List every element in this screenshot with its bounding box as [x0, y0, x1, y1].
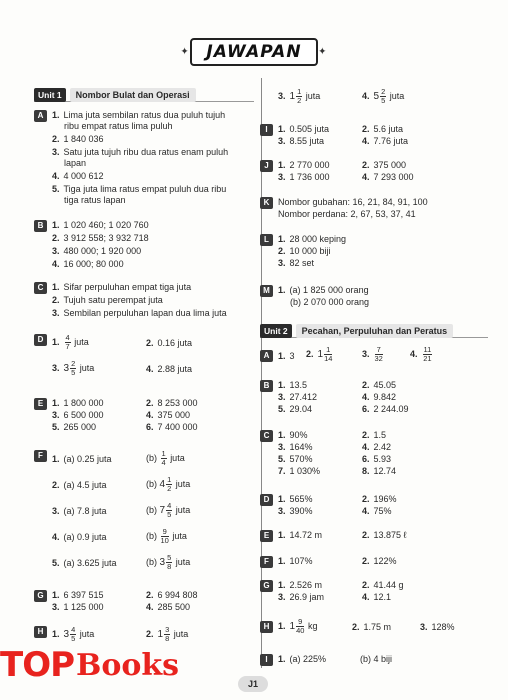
e-q6-text: 7 400 000 — [157, 422, 198, 432]
g-q3-text: 1 125 000 — [63, 602, 104, 612]
e-q1: 1. 1 800 000 — [52, 398, 104, 408]
b-q2-text: 3 912 558; 3 932 718 — [63, 233, 149, 243]
d-q3-den: 5 — [71, 368, 76, 377]
u2a-q4-den: 21 — [423, 354, 432, 363]
m-qa-text: 1 825 000 orang — [303, 285, 369, 295]
h-q4: 4. 5 $\frac{2}{5}$ juta — [362, 87, 405, 105]
m-qa: 1. (a) 1 825 000 orang — [278, 285, 369, 295]
u2c-q7: 7. 1 030% — [278, 466, 321, 476]
f-r1b-frac — [161, 450, 167, 467]
u2c-q7-text: 1 030% — [289, 466, 321, 476]
h-q2-den: 8 — [165, 634, 170, 643]
a-q1-text: Lima juta sembilan ratus dua puluh tujuh — [63, 110, 226, 120]
a-q2-text: 1 840 036 — [63, 134, 104, 144]
u2-section-h-badge: H — [260, 621, 273, 633]
u2-section-e — [260, 530, 490, 544]
unit1-tag: Unit 1 — [34, 88, 66, 102]
d-q4-text: 2.88 juta — [157, 364, 193, 374]
b-q3: 3. 480 000; 1 920 000 — [52, 246, 142, 256]
u2h-q1-unit: kg — [307, 620, 318, 631]
a-q3-text: Satu juta tujuh ribu dua ratus enam puluh — [63, 147, 229, 157]
f-r5b-num: 5 — [167, 553, 172, 562]
section-k-badge: K — [260, 197, 273, 209]
u2c-q4-text: 2.42 — [373, 442, 392, 452]
e-q4: 4. 375 000 — [146, 410, 191, 420]
section-d-badge: D — [34, 334, 47, 346]
u2c-q8-text: 12.74 — [373, 466, 397, 476]
h-q3-frac — [296, 88, 302, 105]
section-d — [34, 334, 256, 384]
section-g-badge: G — [34, 590, 47, 602]
b-q1-text: 1 020 460; 1 020 760 — [63, 220, 149, 230]
f-r1b: (b) $\frac{1}{4}$ juta — [146, 449, 185, 467]
u2-section-a — [260, 346, 490, 370]
h-q2-num: 3 — [165, 625, 170, 634]
e-q2-text: 8 253 000 — [157, 398, 198, 408]
k-line2: Nombor perdana: 2, 67, 53, 37, 41 — [278, 209, 416, 219]
f-r4b-num: 9 — [161, 528, 169, 537]
c-q1-text: Sifar perpuluhan empat tiga juta — [63, 282, 192, 292]
a-q1b — [64, 121, 173, 132]
u2c-q5-text: 570% — [289, 454, 313, 464]
f-r2b-whole: 4 — [159, 478, 166, 490]
f-r3a: 3. (a) 7.8 juta — [52, 506, 107, 516]
u2g-q1: 1. 2.526 m — [278, 580, 323, 590]
page-title-text: JAWAPAN — [206, 42, 302, 62]
unit1-title: Nombor Bulat dan Operasi — [70, 88, 196, 102]
b-q4: 4. 16 000; 80 000 — [52, 259, 124, 269]
l-q3: 3. 82 set — [278, 258, 315, 268]
d-q4: 4. 2.88 juta — [146, 364, 193, 374]
topbooks-logo — [0, 640, 180, 690]
section-g — [34, 590, 256, 616]
c-q3-text: Sembilan perpuluhan lapan dua lima juta — [63, 308, 227, 318]
logo-books-text: Books — [76, 647, 180, 683]
u2a-q3-frac — [375, 346, 383, 363]
section-l-badge: L — [260, 234, 273, 246]
d-q1-den: 7 — [65, 342, 70, 351]
u2c-q6: 6. 5.93 — [362, 454, 392, 464]
b-q2: 2. 3 912 558; 3 932 718 — [52, 233, 149, 243]
f-r2b-unit: juta — [175, 478, 191, 489]
h-q4-num: 2 — [381, 87, 386, 96]
u2c-q5: 5. 570% — [278, 454, 313, 464]
section-c-badge: C — [34, 282, 47, 294]
u2d-q4-text: 75% — [373, 506, 392, 516]
i-q3-text: 8.55 juta — [289, 136, 325, 146]
u2c-q8: 8. 12.74 — [362, 466, 397, 476]
logo-top-text: TOP — [0, 645, 75, 685]
i-q4: 4. 7.76 juta — [362, 136, 409, 146]
f-r1b-unit: juta — [170, 452, 185, 463]
f-r3b-num: 4 — [167, 501, 172, 510]
u2b-q5: 5. 29.04 — [278, 404, 313, 414]
u2-section-b-badge: B — [260, 380, 273, 392]
e-q2: 2. 8 253 000 — [146, 398, 198, 408]
a-q1b-text: ribu empat ratus lima puluh — [64, 121, 173, 131]
h-q1-den: 5 — [71, 634, 76, 643]
u2-section-d-badge: D — [260, 494, 273, 506]
h-q2-whole: 1 — [157, 628, 164, 640]
d-q1-unit: juta — [74, 336, 89, 347]
ornament-right-icon: ✦ — [318, 46, 328, 58]
a-q5: 5. Tiga juta lima ratus empat puluh dua ribu — [52, 184, 227, 194]
l-q3-text: 82 set — [289, 258, 315, 268]
u2-section-e-badge: E — [260, 530, 273, 542]
i-q2-text: 5.6 juta — [373, 124, 404, 134]
unit2-tag: Unit 2 — [260, 324, 292, 338]
j-q3: 3. 1 736 000 — [278, 172, 330, 182]
u2-section-c — [260, 430, 490, 482]
u2a-q3: 3. $\frac{7}{32}$ — [362, 345, 383, 363]
u2b-q4: 4. 9.842 — [362, 392, 397, 402]
f-r4b: (b) $\frac{9}{10}$ juta — [146, 527, 187, 545]
d-q3-unit: juta — [79, 362, 95, 373]
f-r4a: 4. (a) 0.9 juta — [52, 532, 107, 542]
ornament-left-icon: ✦ — [180, 46, 190, 58]
a-q1: 1. Lima juta sembilan ratus dua puluh tujuh — [52, 110, 226, 120]
u2c-q1: 1. 90% — [278, 430, 308, 440]
u2d-q3-text: 390% — [289, 506, 313, 516]
u2a-q1-text: 3 — [289, 351, 295, 361]
u2a-q4-num: 11 — [423, 345, 432, 354]
u2d-q4: 4. 75% — [362, 506, 392, 516]
h-q3-whole: 1 — [289, 90, 296, 102]
u2h-q2-text: 1.75 m — [363, 622, 392, 632]
a-q3b — [64, 158, 86, 169]
u2i-qa-text: 225% — [303, 654, 327, 664]
j-q4-text: 7 293 000 — [373, 172, 414, 182]
f-r5a-text: 3.625 juta — [77, 558, 117, 568]
section-a-badge: A — [34, 110, 47, 122]
d-q1-num: 4 — [65, 333, 70, 342]
f-r2a-text: 4.5 juta — [77, 480, 107, 490]
a-q5b-text: tiga ratus lapan — [64, 195, 126, 205]
f-r3b-den: 5 — [167, 510, 172, 519]
u2-section-i — [260, 654, 490, 668]
f-r2b: (b) 4 $\frac{1}{2}$ juta — [146, 475, 191, 493]
u2a-q2-den: 14 — [324, 354, 333, 363]
section-b-badge: B — [34, 220, 47, 232]
g-q2: 2. 6 994 808 — [146, 590, 198, 600]
section-b — [34, 220, 256, 272]
u2f-q2: 2. 122% — [362, 556, 397, 566]
u2b-q6: 6. 2 244.09 — [362, 404, 409, 414]
unit2-header — [260, 324, 488, 338]
u2b-q6-text: 2 244.09 — [373, 404, 409, 414]
h-q2: 2. 1 $\frac{3}{8}$ juta — [146, 625, 189, 643]
f-r3b-unit: juta — [175, 504, 191, 515]
u2a-q4-frac — [423, 346, 433, 363]
e-q4-text: 375 000 — [157, 410, 191, 420]
m-qb-text: 2 070 000 orang — [303, 297, 370, 307]
u2c-q2: 2. 1.5 — [362, 430, 387, 440]
h-q1: 1. 3 $\frac{4}{5}$ juta — [52, 625, 95, 643]
f-r2b-den: 2 — [167, 484, 172, 493]
u2b-q4-text: 9.842 — [373, 392, 397, 402]
section-j — [260, 160, 490, 186]
i-q1-text: 0.505 juta — [289, 124, 330, 134]
u2-section-g — [260, 580, 490, 606]
section-m — [260, 285, 490, 311]
d-q1-frac — [65, 334, 71, 351]
f-r1b-den: 4 — [161, 458, 166, 467]
b-q4-text: 16 000; 80 000 — [63, 259, 124, 269]
u2-section-d — [260, 494, 490, 520]
page-title-wrap — [180, 36, 328, 68]
f-r3b-frac — [166, 502, 172, 519]
section-h-continued — [268, 88, 488, 110]
g-q4: 4. 285 500 — [146, 602, 191, 612]
u2-section-f — [260, 556, 490, 570]
u2e-q2: 2. 13.875 ℓ — [362, 530, 407, 540]
u2d-q2: 2. 196% — [362, 494, 397, 504]
section-j-badge: J — [260, 160, 273, 172]
u2h-q3-text: 128% — [431, 622, 455, 632]
g-q1-text: 6 397 515 — [63, 590, 104, 600]
u2g-q1-text: 2.526 m — [289, 580, 323, 590]
u2b-q1: 1. 13.5 — [278, 380, 308, 390]
i-q4-text: 7.76 juta — [373, 136, 409, 146]
d-q3-frac — [70, 360, 76, 377]
u2-section-f-badge: F — [260, 556, 273, 568]
u2d-q1-text: 565% — [289, 494, 313, 504]
f-r4b-unit: juta — [172, 530, 187, 541]
a-q5-text: Tiga juta lima ratus empat puluh dua ribu — [63, 184, 227, 194]
section-f — [34, 450, 256, 580]
h-q4-whole: 5 — [373, 90, 380, 102]
unit1-header — [34, 88, 254, 102]
i-q3: 3. 8.55 juta — [278, 136, 325, 146]
section-k — [260, 197, 490, 223]
a-q4: 4. 4 000 612 — [52, 171, 104, 181]
u2g-q4: 4. 12.1 — [362, 592, 392, 602]
e-q3-text: 6 500 000 — [63, 410, 104, 420]
u2g-q2-text: 41.44 g — [373, 580, 404, 590]
j-q1: 1. 2 770 000 — [278, 160, 330, 170]
c-q3: 3. Sembilan perpuluhan lapan dua lima juta — [52, 308, 227, 318]
j-q2: 2. 375 000 — [362, 160, 407, 170]
u2c-q3-text: 164% — [289, 442, 313, 452]
u2a-q3-den: 32 — [374, 354, 383, 363]
f-r1b-num: 1 — [161, 449, 166, 458]
u2b-q3: 3. 27.412 — [278, 392, 318, 402]
u2b-q2-text: 45.05 — [373, 380, 397, 390]
section-e — [34, 398, 256, 438]
c-q2: 2. Tujuh satu perempat juta — [52, 295, 163, 305]
section-e-badge: E — [34, 398, 47, 410]
f-r5b-unit: juta — [175, 556, 191, 567]
b-q3-text: 480 000; 1 920 000 — [63, 246, 142, 256]
a-q3: 3. Satu juta tujuh ribu dua ratus enam puluh — [52, 147, 229, 157]
u2d-q1: 1. 565% — [278, 494, 313, 504]
u2i-qb-text: 4 biji — [373, 654, 393, 664]
section-l — [260, 234, 490, 274]
h-q1-whole: 3 — [63, 628, 70, 640]
u2-section-g-badge: G — [260, 580, 273, 592]
b-q1: 1. 1 020 460; 1 020 760 — [52, 220, 149, 230]
d-q1: 1. $\frac{4}{7}$ juta — [52, 333, 89, 351]
m-qb: (b) 2 070 000 orang — [290, 297, 370, 307]
e-q5: 5. 265 000 — [52, 422, 97, 432]
l-q1: 1. 28 000 keping — [278, 234, 347, 244]
c-q1: 1. Sifar perpuluhan empat tiga juta — [52, 282, 192, 292]
u2h-q2: 2. 1.75 m — [352, 622, 392, 632]
h-q4-den: 5 — [381, 96, 386, 105]
u2i-qa: 1. (a) 225% — [278, 654, 327, 664]
e-q1-text: 1 800 000 — [63, 398, 104, 408]
section-m-badge: M — [260, 285, 273, 297]
h-q3-unit: juta — [305, 90, 321, 101]
u2a-q3-num: 7 — [375, 346, 383, 355]
u2-section-b — [260, 380, 490, 420]
u2f-q1: 1. 107% — [278, 556, 313, 566]
f-r5b-den: 8 — [167, 562, 172, 571]
u2a-q2-num: 1 — [324, 346, 332, 355]
section-c — [34, 282, 256, 322]
i-q2: 2. 5.6 juta — [362, 124, 404, 134]
u2h-q1-num: 9 — [296, 618, 304, 627]
e-q3: 3. 6 500 000 — [52, 410, 104, 420]
u2a-q4: 4. $\frac{11}{21}$ — [410, 345, 432, 363]
u2h-q1-frac — [296, 618, 304, 635]
f-r5a: 5. (a) 3.625 juta — [52, 558, 117, 568]
u2g-q3-text: 26.9 jam — [289, 592, 325, 602]
u2g-q3: 3. 26.9 jam — [278, 592, 325, 602]
c-q2-text: Tujuh satu perempat juta — [63, 295, 163, 305]
u2-section-c-badge: C — [260, 430, 273, 442]
f-r3a-text: 7.8 juta — [77, 506, 107, 516]
section-a — [34, 110, 256, 210]
u2b-q5-text: 29.04 — [289, 404, 313, 414]
f-r5b-frac — [166, 554, 172, 571]
u2g-q4-text: 12.1 — [373, 592, 392, 602]
u2a-q2-frac — [324, 346, 332, 363]
e-q6: 6. 7 400 000 — [146, 422, 198, 432]
i-q1: 1. 0.505 juta — [278, 124, 330, 134]
j-q2-text: 375 000 — [373, 160, 407, 170]
u2c-q1-text: 90% — [289, 430, 308, 440]
f-r5b: (b) 3 $\frac{5}{8}$ juta — [146, 553, 191, 571]
u2f-q2-text: 122% — [373, 556, 397, 566]
u2c-q2-text: 1.5 — [373, 430, 387, 440]
u2-section-h — [260, 618, 490, 642]
f-r4b-frac — [161, 528, 169, 545]
u2e-q2-text: 13.875 ℓ — [373, 530, 407, 540]
f-r1a-text: 0.25 juta — [77, 454, 112, 464]
u2-section-a-badge: A — [260, 350, 273, 362]
h-q1-unit: juta — [79, 628, 95, 639]
page-number: J1 — [238, 676, 268, 692]
j-q3-text: 1 736 000 — [289, 172, 330, 182]
u2a-q2-whole: 1 — [317, 348, 324, 360]
page-title — [180, 38, 328, 66]
u2e-q1-text: 14.72 m — [289, 530, 323, 540]
g-q2-text: 6 994 808 — [157, 590, 198, 600]
u2b-q1-text: 13.5 — [289, 380, 308, 390]
g-q3: 3. 1 125 000 — [52, 602, 104, 612]
j-q4: 4. 7 293 000 — [362, 172, 414, 182]
j-q1-text: 2 770 000 — [289, 160, 330, 170]
d-q2-text: 0.16 juta — [157, 338, 193, 348]
f-r2b-num: 1 — [167, 475, 172, 484]
unit2-title: Pecahan, Perpuluhan dan Peratus — [296, 324, 454, 338]
u2b-q2: 2. 45.05 — [362, 380, 397, 390]
u2d-q2-text: 196% — [373, 494, 397, 504]
a-q5b — [64, 195, 126, 206]
u2h-q3: 3. 128% — [420, 622, 455, 632]
u2f-q1-text: 107% — [289, 556, 313, 566]
h-q3-num: 1 — [297, 87, 302, 96]
u2c-q6-text: 5.93 — [373, 454, 392, 464]
h-q2-unit: juta — [173, 628, 189, 639]
h-q3: 3. 1 $\frac{1}{2}$ juta — [278, 87, 321, 105]
g-q4-text: 285 500 — [157, 602, 191, 612]
d-q3: 3. 3 $\frac{2}{5}$ juta — [52, 359, 95, 377]
u2e-q1: 1. 14.72 m — [278, 530, 323, 540]
k-line1: Nombor gubahan: 16, 21, 84, 91, 100 — [278, 197, 428, 207]
f-r1a: 1. (a) 0.25 juta — [52, 454, 112, 464]
u2h-q1-whole: 1 — [289, 620, 296, 632]
d-q3-whole: 3 — [63, 362, 70, 374]
u2a-q2: 2. 1 $\frac{1}{14}$ — [306, 345, 333, 363]
u2h-q1-den: 40 — [296, 626, 305, 635]
f-r4b-den: 10 — [160, 536, 169, 545]
u2-section-i-badge: I — [260, 654, 273, 666]
a-q2: 2. 1 840 036 — [52, 134, 104, 144]
u2d-q3: 3. 390% — [278, 506, 313, 516]
f-r4a-text: 0.9 juta — [77, 532, 107, 542]
g-q1: 1. 6 397 515 — [52, 590, 104, 600]
section-f-badge: F — [34, 450, 47, 462]
u2c-q3: 3. 164% — [278, 442, 313, 452]
u2i-qb: (b) 4 biji — [360, 654, 393, 664]
u2g-q2: 2. 41.44 g — [362, 580, 404, 590]
u2b-q3-text: 27.412 — [289, 392, 318, 402]
f-r2a: 2. (a) 4.5 juta — [52, 480, 107, 490]
h-q4-frac — [380, 88, 386, 105]
d-q2: 2. 0.16 juta — [146, 338, 193, 348]
d-q3-num: 2 — [71, 359, 76, 368]
u2c-q4: 4. 2.42 — [362, 442, 392, 452]
a-q4-text: 4 000 612 — [63, 171, 104, 181]
a-q3b-text: lapan — [64, 158, 87, 168]
u2a-q1: 1. 3 — [278, 351, 295, 361]
u2h-q1: 1. 1 $\frac{9}{40}$ kg — [278, 617, 318, 635]
l-q1-text: 28 000 keping — [289, 234, 347, 244]
l-q2: 2. 10 000 biji — [278, 246, 331, 256]
section-i — [260, 124, 490, 150]
h-q1-num: 4 — [71, 625, 76, 634]
h-q4-unit: juta — [389, 90, 405, 101]
f-r3b: (b) 7 $\frac{4}{5}$ juta — [146, 501, 191, 519]
section-i-badge: I — [260, 124, 273, 136]
e-q5-text: 265 000 — [63, 422, 97, 432]
h-q3-den: 2 — [297, 96, 302, 105]
l-q2-text: 10 000 biji — [289, 246, 331, 256]
f-r3b-whole: 7 — [159, 504, 166, 516]
f-r5b-whole: 3 — [159, 556, 166, 568]
section-h-badge: H — [34, 626, 47, 638]
f-r2b-frac — [166, 476, 172, 493]
